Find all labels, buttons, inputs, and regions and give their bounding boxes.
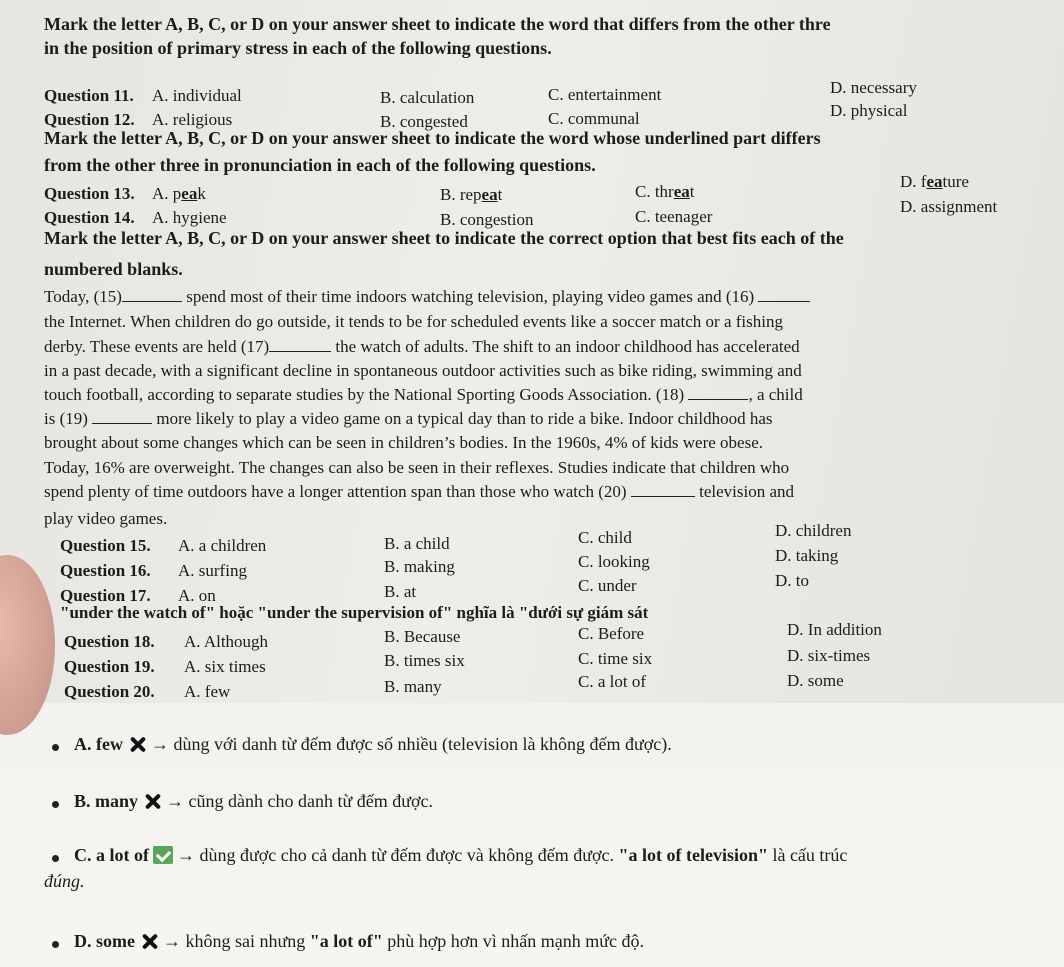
option-c[interactable]: C. time six	[578, 649, 653, 668]
explanation-a: A. few → dùng với danh từ đếm được số nhiều (television là không đếm được).	[74, 734, 672, 754]
option-d[interactable]: D. physical	[830, 101, 908, 120]
option-c[interactable]: C. under	[578, 576, 637, 595]
passage-line: touch football, according to separate studies by the National Sporting Goods Association. (18) , a child	[44, 385, 803, 404]
option-d[interactable]: D. taking	[775, 546, 839, 565]
passage-line: the Internet. When children do go outside, it tends to be for scheduled events like a soccer match or a fishing	[44, 312, 783, 331]
option-a[interactable]: A. Although	[184, 632, 269, 651]
option-a[interactable]: A. peak	[152, 184, 206, 203]
option-b[interactable]: B. at	[384, 582, 417, 601]
question-label: Question 14.	[44, 208, 135, 227]
explanation-d: D. some → không sai nhưng "a lot of" phù hợp hơn vì nhấn mạnh mức độ.	[74, 931, 645, 951]
option-d[interactable]: D. feature	[900, 172, 969, 191]
passage-line: play video games.	[44, 509, 168, 528]
section2-instruction-line2: from the other three in pronunciation in each of the following questions.	[44, 155, 596, 175]
option-d[interactable]: D. children	[775, 521, 852, 540]
section1-instruction-line1: Mark the letter A, B, C, or D on your answer sheet to indicate the word that differs from the other thre	[44, 14, 831, 34]
passage-line: is (19) more likely to play a video game on a typical day than to ride a bike. Indoor childhood has	[44, 409, 773, 428]
question-label: Question 11.	[44, 86, 134, 105]
passage-line: Today, (15) spend most of their time indoors watching television, playing video games and (16)	[44, 287, 810, 307]
explanation-b: B. many → cũng dành cho danh từ đếm được.	[74, 791, 433, 811]
passage-line: brought about some changes which can be seen in children’s bodies. In the 1960s, 4% of kids were obese.	[44, 433, 764, 452]
blank-16[interactable]	[758, 287, 810, 302]
option-c[interactable]: C. threat	[635, 182, 695, 201]
passage-line: derby. These events are held (17) the watch of adults. The shift to an indoor childhood has accelerated	[44, 337, 800, 356]
question-label: Question 20.	[64, 682, 155, 701]
option-c[interactable]: C. entertainment	[548, 85, 662, 104]
blank-20[interactable]	[631, 482, 695, 497]
bullet	[52, 801, 59, 808]
option-b[interactable]: B. many	[384, 677, 442, 696]
option-a[interactable]: A. six times	[184, 657, 266, 676]
question-label: Question 16.	[60, 561, 151, 580]
option-d[interactable]: D. some	[787, 671, 844, 690]
option-a[interactable]: A. a children	[178, 536, 267, 555]
note-question-17: "under the watch of" hoặc "under the supervision of" nghĩa là "dưới sự giám sát	[60, 603, 649, 622]
passage-line: in a past decade, with a significant decline in spontaneous outdoor activities such as bike riding, swimming and	[44, 361, 802, 380]
passage-line: Today, 16% are overweight. The changes can also be seen in their reflexes. Studies indicate that children who	[44, 458, 790, 477]
bullet	[52, 941, 59, 948]
option-b[interactable]: B. times six	[384, 651, 465, 670]
option-c[interactable]: C. child	[578, 528, 632, 547]
option-b[interactable]: B. congested	[380, 112, 468, 131]
blank-19[interactable]	[92, 409, 152, 424]
option-d[interactable]: D. six-times	[787, 646, 871, 665]
bullet	[52, 744, 59, 751]
question-label: Question 13.	[44, 184, 135, 203]
question-label: Question 18.	[64, 632, 155, 651]
option-c[interactable]: C. Before	[578, 624, 645, 643]
passage-line: spend plenty of time outdoors have a longer attention span than those who watch (20) television and	[44, 482, 794, 501]
section1-instruction-line2: in the position of primary stress in each of the following questions.	[44, 38, 552, 58]
explanation-c: C. a lot of → dùng được cho cả danh từ đếm được và không đếm được. "a lot of television" là cấu trúc	[74, 845, 848, 865]
cross-mark-icon	[127, 736, 147, 752]
option-b[interactable]: B. repeat	[440, 185, 503, 204]
explanation-c-continued: đúng.	[44, 871, 85, 891]
option-a[interactable]: A. individual	[152, 86, 242, 105]
option-b[interactable]: B. making	[384, 557, 455, 576]
cross-mark-icon	[142, 793, 162, 809]
question-label: Question 17.	[60, 586, 151, 605]
option-c[interactable]: C. a lot of	[578, 672, 646, 691]
question-label: Question 19.	[64, 657, 155, 676]
option-a[interactable]: A. on	[178, 586, 216, 605]
option-a[interactable]: A. hygiene	[152, 208, 227, 227]
option-a[interactable]: A. religious	[152, 110, 233, 129]
option-c[interactable]: C. communal	[548, 109, 640, 128]
option-a[interactable]: A. few	[184, 682, 231, 701]
question-label: Question 15.	[60, 536, 151, 555]
option-c[interactable]: C. looking	[578, 552, 650, 571]
option-b[interactable]: B. Because	[384, 627, 461, 646]
option-d[interactable]: D. In addition	[787, 620, 882, 639]
option-d[interactable]: D. assignment	[900, 197, 998, 216]
option-d[interactable]: D. to	[775, 571, 809, 590]
blank-15[interactable]	[122, 287, 182, 302]
option-b[interactable]: B. congestion	[440, 210, 534, 229]
cross-mark-icon	[139, 933, 159, 949]
blank-17[interactable]	[269, 337, 331, 352]
option-d[interactable]: D. necessary	[830, 78, 917, 97]
check-mark-icon	[153, 846, 173, 864]
option-b[interactable]: B. a child	[384, 534, 450, 553]
blank-18[interactable]	[688, 385, 748, 400]
section2-instruction-line1: Mark the letter A, B, C, or D on your answer sheet to indicate the word whose underlined part differs	[44, 128, 821, 148]
option-c[interactable]: C. teenager	[635, 207, 713, 226]
bullet	[52, 855, 59, 862]
section3-instruction-line1: Mark the letter A, B, C, or D on your answer sheet to indicate the correct option that best fits each of the	[44, 228, 844, 248]
option-b[interactable]: B. calculation	[380, 88, 475, 107]
section3-instruction-line2: numbered blanks.	[44, 259, 183, 279]
option-a[interactable]: A. surfing	[178, 561, 247, 580]
question-label: Question 12.	[44, 110, 135, 129]
